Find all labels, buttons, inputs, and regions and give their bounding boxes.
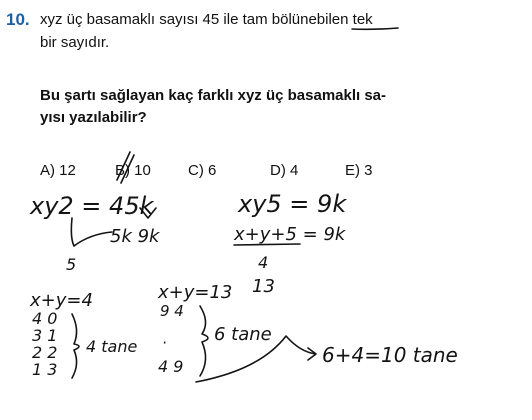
sum-four-brace bbox=[72, 314, 79, 378]
answer-mark-b bbox=[117, 152, 134, 183]
sum-four-pair-4: 1 3 bbox=[32, 360, 58, 379]
sum-four-count: 4 tane bbox=[86, 337, 138, 356]
question-prompt-line-1: Bu şartı sağlayan kaç farklı xyz üç basamaklı sa- bbox=[40, 87, 387, 104]
sum-four-pair-1: 4 0 bbox=[32, 309, 58, 328]
sum-thirteen-eq: x+y=13 bbox=[158, 282, 233, 303]
option-a[interactable]: A) 12 bbox=[40, 162, 76, 179]
total-result: 6+4=10 tane bbox=[322, 343, 458, 367]
sum-four-eq: x+y=4 bbox=[30, 290, 93, 311]
four-digit: 4 bbox=[258, 253, 269, 272]
five-digit: 5 bbox=[66, 255, 77, 274]
option-b[interactable]: B) 10 bbox=[115, 162, 151, 179]
sum-thirteen-bottom: 4 9 bbox=[158, 357, 184, 376]
sum-thirteen-dots: · bbox=[162, 334, 167, 352]
eq-left: xy2 = 45k bbox=[30, 192, 154, 220]
sum-thirteen-count: 6 tane bbox=[214, 324, 272, 345]
option-c[interactable]: C) 6 bbox=[188, 162, 217, 179]
eq-right-sum: x+y+5 = 9k bbox=[234, 224, 346, 245]
eq-right: xy5 = 9k bbox=[238, 190, 347, 218]
eq-left-sub: 5k 9k bbox=[110, 226, 160, 247]
sum-four-pair-2: 3 1 bbox=[32, 326, 58, 345]
eq-right-underline bbox=[234, 244, 300, 245]
thirteen: 13 bbox=[252, 276, 275, 297]
option-d[interactable]: D) 4 bbox=[270, 162, 299, 179]
question-number: 10. bbox=[6, 10, 30, 29]
underline-tek bbox=[352, 28, 398, 29]
question-text-line-2: bir sayıdır. bbox=[40, 34, 110, 51]
sum-thirteen-top: 9 4 bbox=[160, 302, 184, 320]
question-text-line-1: xyz üç basamaklı sayısı 45 ile tam bölünebilen tek bbox=[40, 11, 373, 28]
sum-four-pair-3: 2 2 bbox=[32, 343, 58, 362]
question-prompt-line-2: yısı yazılabilir? bbox=[40, 109, 147, 126]
sum-thirteen-brace bbox=[200, 306, 208, 376]
option-e[interactable]: E) 3 bbox=[345, 162, 373, 179]
